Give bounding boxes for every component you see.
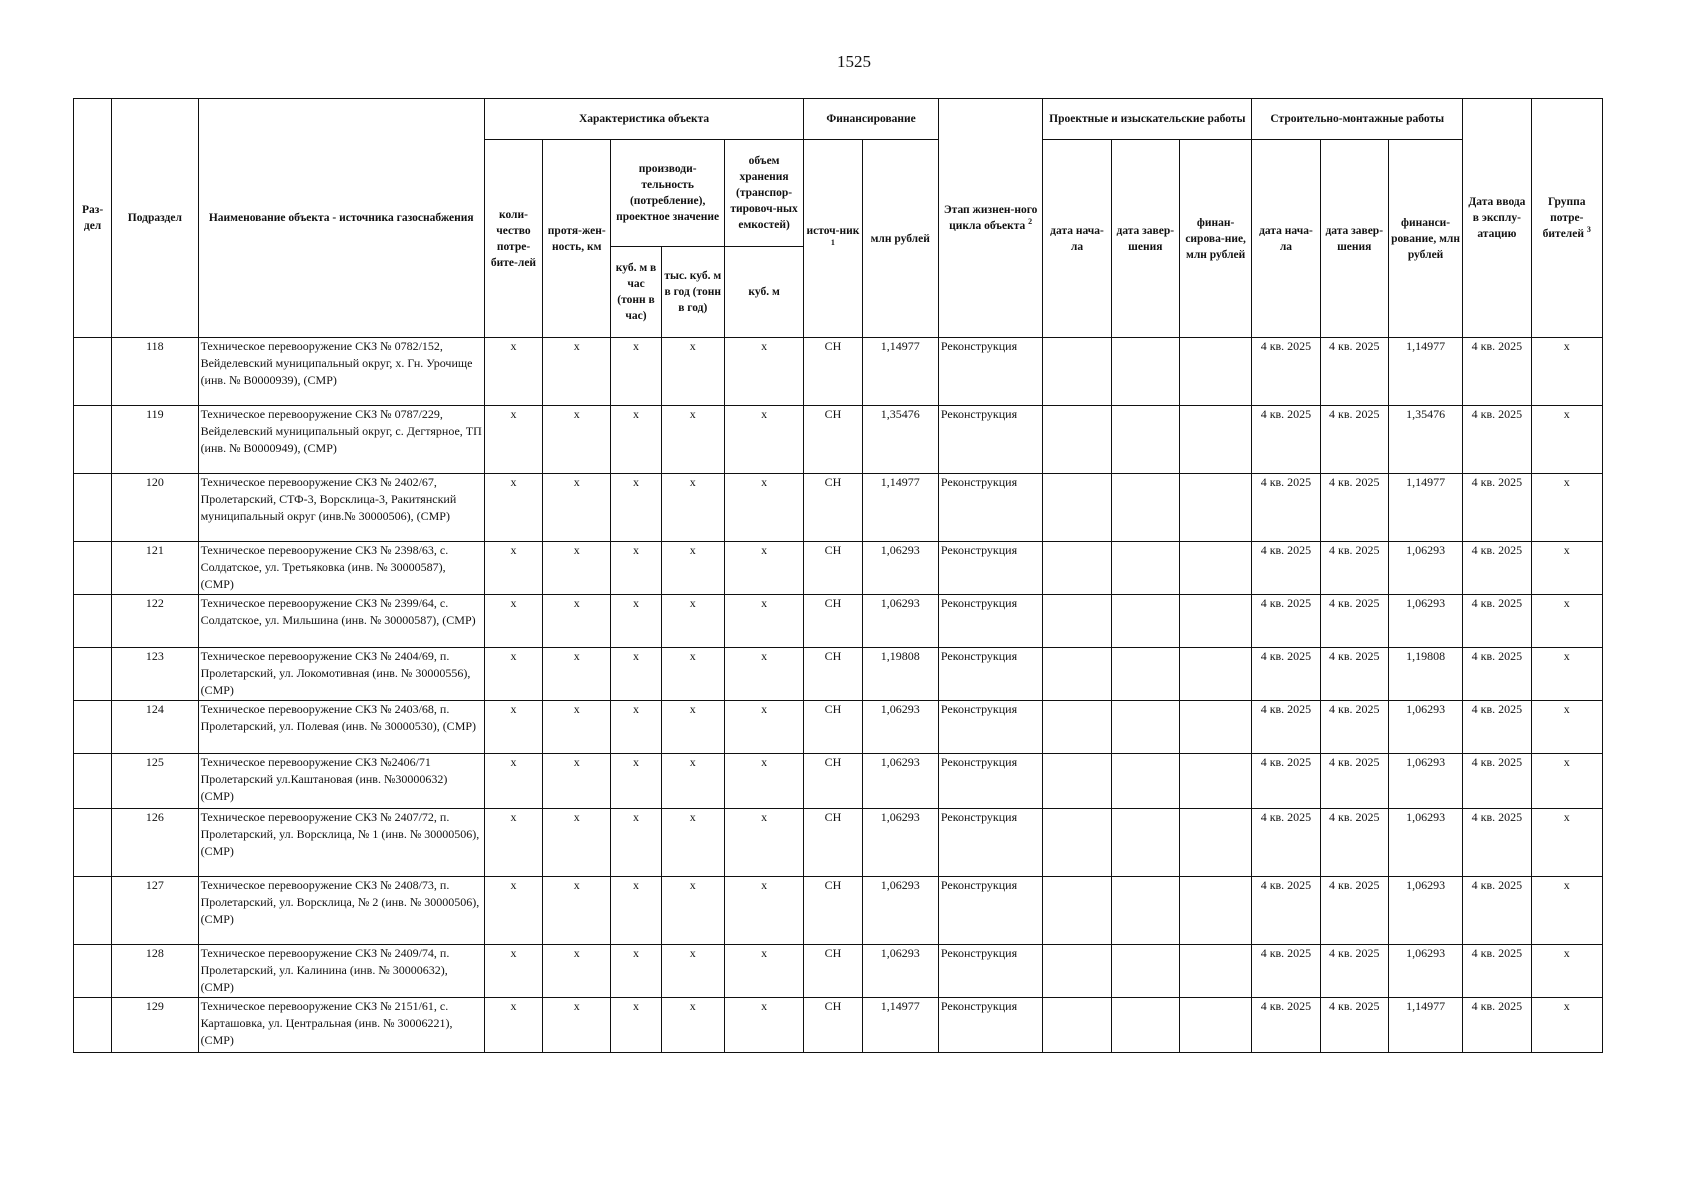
col-gruppa: Группа потре-бителей $^3$ bbox=[1531, 99, 1602, 338]
cell-tys-kub-god: х bbox=[661, 754, 724, 809]
cell-etap: Реконструкция bbox=[938, 542, 1042, 595]
cell-podrazdel: 123 bbox=[112, 648, 198, 701]
cell-vvod: 4 кв. 2025 bbox=[1463, 474, 1531, 542]
cell-tys-kub-god: х bbox=[661, 406, 724, 474]
cell-istochnik: СН bbox=[804, 945, 862, 998]
cell-podrazdel: 121 bbox=[112, 542, 198, 595]
cell-name: Техническое перевооружение СКЗ № 0787/229, Вейделевский муниципальный округ, с. Дегтярное, ТП (инв. № В0000949), (СМР) bbox=[198, 406, 484, 474]
cell-podrazdel: 125 bbox=[112, 754, 198, 809]
cell-etap: Реконструкция bbox=[938, 809, 1042, 877]
col-group-financing: Финансирование bbox=[804, 99, 939, 140]
table-header bbox=[74, 99, 1603, 338]
cell-razdel bbox=[74, 998, 112, 1053]
cell-etap: Реконструкция bbox=[938, 754, 1042, 809]
cell-gruppa: х bbox=[1531, 406, 1602, 474]
table-row bbox=[74, 474, 1603, 542]
cell-smr-start: 4 кв. 2025 bbox=[1252, 998, 1320, 1053]
cell-obem: х bbox=[724, 595, 803, 648]
cell-tys-kub-god: х bbox=[661, 542, 724, 595]
cell-kolichestvo: х bbox=[484, 701, 542, 754]
table-row bbox=[74, 754, 1603, 809]
cell-pir-fin bbox=[1179, 542, 1251, 595]
cell-pir-start bbox=[1043, 809, 1111, 877]
cell-gruppa: х bbox=[1531, 701, 1602, 754]
cell-etap: Реконструкция bbox=[938, 998, 1042, 1053]
cell-pir-end bbox=[1111, 998, 1179, 1053]
page-number: 1525 bbox=[837, 52, 871, 71]
cell-obem: х bbox=[724, 998, 803, 1053]
col-kub-chas: куб. м в час (тонн в час) bbox=[611, 247, 661, 338]
cell-mln-rub: 1,06293 bbox=[862, 809, 938, 877]
cell-vvod: 4 кв. 2025 bbox=[1463, 809, 1531, 877]
cell-smr-end: 4 кв. 2025 bbox=[1320, 945, 1388, 998]
cell-pir-fin bbox=[1179, 474, 1251, 542]
cell-obem: х bbox=[724, 474, 803, 542]
cell-protyazhennost: х bbox=[543, 877, 611, 945]
cell-smr-fin: 1,06293 bbox=[1388, 754, 1462, 809]
cell-kub-chas: х bbox=[611, 542, 661, 595]
cell-protyazhennost: х bbox=[543, 648, 611, 701]
cell-pir-start bbox=[1043, 542, 1111, 595]
col-smr-fin: финанси-рование, млн рублей bbox=[1388, 140, 1462, 338]
cell-smr-end: 4 кв. 2025 bbox=[1320, 754, 1388, 809]
cell-kub-chas: х bbox=[611, 701, 661, 754]
cell-pir-end bbox=[1111, 474, 1179, 542]
col-mln-rub: млн рублей bbox=[862, 140, 938, 338]
cell-tys-kub-god: х bbox=[661, 474, 724, 542]
col-pir-fin: финан-сирова-ние, млн рублей bbox=[1179, 140, 1251, 338]
col-group-smr: Строительно-монтажные работы bbox=[1252, 99, 1463, 140]
cell-smr-start: 4 кв. 2025 bbox=[1252, 809, 1320, 877]
cell-pir-fin bbox=[1179, 945, 1251, 998]
cell-podrazdel: 128 bbox=[112, 945, 198, 998]
cell-pir-start bbox=[1043, 754, 1111, 809]
cell-smr-end: 4 кв. 2025 bbox=[1320, 998, 1388, 1053]
cell-pir-end bbox=[1111, 338, 1179, 406]
cell-istochnik: СН bbox=[804, 542, 862, 595]
cell-name: Техническое перевооружение СКЗ № 2151/61, с. Карташовка, ул. Центральная (инв. № 30006221), (СМР) bbox=[198, 998, 484, 1053]
cell-vvod: 4 кв. 2025 bbox=[1463, 998, 1531, 1053]
cell-smr-start: 4 кв. 2025 bbox=[1252, 595, 1320, 648]
cell-istochnik: СН bbox=[804, 998, 862, 1053]
cell-pir-fin bbox=[1179, 754, 1251, 809]
cell-gruppa: х bbox=[1531, 474, 1602, 542]
col-smr-start: дата нача-ла bbox=[1252, 140, 1320, 338]
cell-smr-fin: 1,06293 bbox=[1388, 945, 1462, 998]
cell-smr-end: 4 кв. 2025 bbox=[1320, 809, 1388, 877]
cell-mln-rub: 1,06293 bbox=[862, 701, 938, 754]
cell-pir-start bbox=[1043, 406, 1111, 474]
cell-name: Техническое перевооружение СКЗ № 2399/64, с. Солдатское, ул. Мильшина (инв. № 30000587), (СМР) bbox=[198, 595, 484, 648]
cell-gruppa: х bbox=[1531, 338, 1602, 406]
cell-istochnik: СН bbox=[804, 406, 862, 474]
col-kolichestvo: коли-чество потре-бите-лей bbox=[484, 140, 542, 338]
cell-protyazhennost: х bbox=[543, 998, 611, 1053]
cell-pir-end bbox=[1111, 595, 1179, 648]
cell-kolichestvo: х bbox=[484, 406, 542, 474]
cell-gruppa: х bbox=[1531, 648, 1602, 701]
col-protyazhennost: протя-жен-ность, км bbox=[543, 140, 611, 338]
cell-pir-start bbox=[1043, 701, 1111, 754]
cell-mln-rub: 1,06293 bbox=[862, 542, 938, 595]
cell-istochnik: СН bbox=[804, 877, 862, 945]
cell-gruppa: х bbox=[1531, 998, 1602, 1053]
cell-podrazdel: 124 bbox=[112, 701, 198, 754]
cell-podrazdel: 126 bbox=[112, 809, 198, 877]
cell-smr-start: 4 кв. 2025 bbox=[1252, 701, 1320, 754]
cell-smr-start: 4 кв. 2025 bbox=[1252, 754, 1320, 809]
cell-etap: Реконструкция bbox=[938, 877, 1042, 945]
cell-razdel bbox=[74, 754, 112, 809]
table-row bbox=[74, 701, 1603, 754]
cell-protyazhennost: х bbox=[543, 809, 611, 877]
cell-vvod: 4 кв. 2025 bbox=[1463, 701, 1531, 754]
cell-vvod: 4 кв. 2025 bbox=[1463, 945, 1531, 998]
cell-pir-start bbox=[1043, 474, 1111, 542]
cell-podrazdel: 122 bbox=[112, 595, 198, 648]
col-group-pir: Проектные и изыскательские работы bbox=[1043, 99, 1252, 140]
cell-tys-kub-god: х bbox=[661, 338, 724, 406]
cell-smr-end: 4 кв. 2025 bbox=[1320, 338, 1388, 406]
cell-mln-rub: 1,14977 bbox=[862, 474, 938, 542]
cell-gruppa: х bbox=[1531, 877, 1602, 945]
cell-smr-end: 4 кв. 2025 bbox=[1320, 542, 1388, 595]
cell-obem: х bbox=[724, 406, 803, 474]
col-tys-kub-god: тыс. куб. м в год (тонн в год) bbox=[661, 247, 724, 338]
cell-razdel bbox=[74, 945, 112, 998]
cell-protyazhennost: х bbox=[543, 754, 611, 809]
cell-smr-fin: 1,19808 bbox=[1388, 648, 1462, 701]
cell-vvod: 4 кв. 2025 bbox=[1463, 542, 1531, 595]
col-istochnik: источ-ник $^1$ bbox=[804, 140, 862, 338]
cell-kub-chas: х bbox=[611, 809, 661, 877]
cell-obem: х bbox=[724, 542, 803, 595]
cell-protyazhennost: х bbox=[543, 542, 611, 595]
cell-istochnik: СН bbox=[804, 595, 862, 648]
cell-pir-fin bbox=[1179, 701, 1251, 754]
cell-obem: х bbox=[724, 754, 803, 809]
cell-pir-end bbox=[1111, 648, 1179, 701]
cell-smr-fin: 1,06293 bbox=[1388, 701, 1462, 754]
cell-razdel bbox=[74, 701, 112, 754]
cell-istochnik: СН bbox=[804, 648, 862, 701]
cell-pir-fin bbox=[1179, 998, 1251, 1053]
cell-pir-start bbox=[1043, 998, 1111, 1053]
cell-istochnik: СН bbox=[804, 754, 862, 809]
cell-istochnik: СН bbox=[804, 474, 862, 542]
cell-pir-end bbox=[1111, 945, 1179, 998]
cell-smr-fin: 1,06293 bbox=[1388, 542, 1462, 595]
table-row bbox=[74, 648, 1603, 701]
cell-protyazhennost: х bbox=[543, 945, 611, 998]
table-row bbox=[74, 998, 1603, 1053]
cell-etap: Реконструкция bbox=[938, 648, 1042, 701]
cell-smr-fin: 1,35476 bbox=[1388, 406, 1462, 474]
cell-kolichestvo: х bbox=[484, 877, 542, 945]
cell-smr-start: 4 кв. 2025 bbox=[1252, 474, 1320, 542]
cell-obem: х bbox=[724, 945, 803, 998]
cell-pir-fin bbox=[1179, 338, 1251, 406]
cell-razdel bbox=[74, 542, 112, 595]
cell-mln-rub: 1,06293 bbox=[862, 877, 938, 945]
cell-podrazdel: 127 bbox=[112, 877, 198, 945]
cell-pir-fin bbox=[1179, 809, 1251, 877]
table-row bbox=[74, 877, 1603, 945]
cell-protyazhennost: х bbox=[543, 595, 611, 648]
cell-kolichestvo: х bbox=[484, 998, 542, 1053]
cell-smr-start: 4 кв. 2025 bbox=[1252, 648, 1320, 701]
cell-pir-end bbox=[1111, 542, 1179, 595]
table-row bbox=[74, 406, 1603, 474]
cell-pir-end bbox=[1111, 754, 1179, 809]
cell-mln-rub: 1,19808 bbox=[862, 648, 938, 701]
col-razdel: Раз-дел bbox=[74, 99, 112, 338]
cell-kub-chas: х bbox=[611, 945, 661, 998]
cell-obem: х bbox=[724, 809, 803, 877]
table-row bbox=[74, 542, 1603, 595]
cell-istochnik: СН bbox=[804, 338, 862, 406]
cell-name: Техническое перевооружение СКЗ № 0782/152, Вейделевский муниципальный округ, х. Гн. Урочище (инв. № В0000939), (СМР) bbox=[198, 338, 484, 406]
cell-kub-chas: х bbox=[611, 998, 661, 1053]
cell-podrazdel: 118 bbox=[112, 338, 198, 406]
cell-podrazdel: 129 bbox=[112, 998, 198, 1053]
cell-razdel bbox=[74, 648, 112, 701]
cell-pir-end bbox=[1111, 406, 1179, 474]
cell-etap: Реконструкция bbox=[938, 595, 1042, 648]
table-body bbox=[74, 338, 1603, 1053]
col-vvod: Дата ввода в эксплу-атацию bbox=[1463, 99, 1531, 338]
cell-tys-kub-god: х bbox=[661, 701, 724, 754]
cell-etap: Реконструкция bbox=[938, 701, 1042, 754]
cell-mln-rub: 1,14977 bbox=[862, 998, 938, 1053]
cell-smr-start: 4 кв. 2025 bbox=[1252, 877, 1320, 945]
cell-smr-start: 4 кв. 2025 bbox=[1252, 338, 1320, 406]
cell-pir-start bbox=[1043, 648, 1111, 701]
cell-gruppa: х bbox=[1531, 809, 1602, 877]
cell-kolichestvo: х bbox=[484, 595, 542, 648]
cell-pir-end bbox=[1111, 701, 1179, 754]
cell-gruppa: х bbox=[1531, 754, 1602, 809]
col-group-proizvoditelnost: производи-тельность (потребление), проектное значение bbox=[611, 140, 725, 247]
cell-istochnik: СН bbox=[804, 809, 862, 877]
col-obem: объем хранения (транспор-тировоч-ных емкостей) bbox=[724, 140, 803, 247]
cell-gruppa: х bbox=[1531, 542, 1602, 595]
table-row bbox=[74, 809, 1603, 877]
cell-kub-chas: х bbox=[611, 648, 661, 701]
table-row bbox=[74, 945, 1603, 998]
cell-name: Техническое перевооружение СКЗ № 2409/74, п. Пролетарский, ул. Калинина (инв. № 30000632), (СМР) bbox=[198, 945, 484, 998]
cell-pir-end bbox=[1111, 809, 1179, 877]
cell-tys-kub-god: х bbox=[661, 998, 724, 1053]
cell-protyazhennost: х bbox=[543, 406, 611, 474]
cell-kolichestvo: х bbox=[484, 754, 542, 809]
col-pir-end: дата завер-шения bbox=[1111, 140, 1179, 338]
cell-pir-fin bbox=[1179, 648, 1251, 701]
cell-vvod: 4 кв. 2025 bbox=[1463, 648, 1531, 701]
cell-mln-rub: 1,06293 bbox=[862, 595, 938, 648]
cell-kub-chas: х bbox=[611, 338, 661, 406]
cell-smr-fin: 1,06293 bbox=[1388, 877, 1462, 945]
cell-etap: Реконструкция bbox=[938, 406, 1042, 474]
cell-kub-chas: х bbox=[611, 595, 661, 648]
cell-razdel bbox=[74, 338, 112, 406]
cell-smr-fin: 1,14977 bbox=[1388, 474, 1462, 542]
cell-smr-fin: 1,14977 bbox=[1388, 338, 1462, 406]
cell-kolichestvo: х bbox=[484, 474, 542, 542]
cell-smr-end: 4 кв. 2025 bbox=[1320, 474, 1388, 542]
cell-mln-rub: 1,06293 bbox=[862, 754, 938, 809]
cell-protyazhennost: х bbox=[543, 338, 611, 406]
cell-kolichestvo: х bbox=[484, 809, 542, 877]
cell-smr-start: 4 кв. 2025 bbox=[1252, 945, 1320, 998]
cell-razdel bbox=[74, 595, 112, 648]
cell-tys-kub-god: х bbox=[661, 648, 724, 701]
cell-name: Техническое перевооружение СКЗ № 2408/73, п. Пролетарский, ул. Ворсклица, № 2 (инв. № 30000506), (СМР) bbox=[198, 877, 484, 945]
cell-pir-fin bbox=[1179, 877, 1251, 945]
cell-smr-start: 4 кв. 2025 bbox=[1252, 406, 1320, 474]
cell-obem: х bbox=[724, 338, 803, 406]
col-etap: Этап жизнен-ного цикла объекта $^2$ bbox=[938, 99, 1042, 338]
cell-kub-chas: х bbox=[611, 474, 661, 542]
cell-protyazhennost: х bbox=[543, 701, 611, 754]
col-smr-end: дата завер-шения bbox=[1320, 140, 1388, 338]
cell-mln-rub: 1,06293 bbox=[862, 945, 938, 998]
cell-gruppa: х bbox=[1531, 945, 1602, 998]
cell-tys-kub-god: х bbox=[661, 809, 724, 877]
cell-mln-rub: 1,14977 bbox=[862, 338, 938, 406]
cell-kub-chas: х bbox=[611, 754, 661, 809]
cell-smr-fin: 1,06293 bbox=[1388, 809, 1462, 877]
cell-tys-kub-god: х bbox=[661, 877, 724, 945]
col-group-characteristics: Характеристика объекта bbox=[484, 99, 803, 140]
cell-vvod: 4 кв. 2025 bbox=[1463, 754, 1531, 809]
cell-podrazdel: 120 bbox=[112, 474, 198, 542]
cell-etap: Реконструкция bbox=[938, 338, 1042, 406]
col-pir-start: дата нача-ла bbox=[1043, 140, 1111, 338]
cell-smr-fin: 1,14977 bbox=[1388, 998, 1462, 1053]
cell-razdel bbox=[74, 406, 112, 474]
cell-name: Техническое перевооружение СКЗ № 2403/68, п. Пролетарский, ул. Полевая (инв. № 30000530), (СМР) bbox=[198, 701, 484, 754]
cell-smr-start: 4 кв. 2025 bbox=[1252, 542, 1320, 595]
cell-smr-end: 4 кв. 2025 bbox=[1320, 406, 1388, 474]
cell-kub-chas: х bbox=[611, 406, 661, 474]
cell-etap: Реконструкция bbox=[938, 474, 1042, 542]
cell-name: Техническое перевооружение СКЗ № 2407/72, п. Пролетарский, ул. Ворсклица, № 1 (инв. № 30000506), (СМР) bbox=[198, 809, 484, 877]
cell-vvod: 4 кв. 2025 bbox=[1463, 338, 1531, 406]
cell-kolichestvo: х bbox=[484, 542, 542, 595]
cell-etap: Реконструкция bbox=[938, 945, 1042, 998]
cell-vvod: 4 кв. 2025 bbox=[1463, 406, 1531, 474]
investment-program-table bbox=[73, 98, 1603, 1053]
cell-name: Техническое перевооружение СКЗ № 2402/67, Пролетарский, СТФ-3, Ворсклица-3, Ракитянский муниципальный округ (инв.№ 30000506), (СМР) bbox=[198, 474, 484, 542]
cell-kolichestvo: х bbox=[484, 648, 542, 701]
cell-kolichestvo: х bbox=[484, 945, 542, 998]
cell-smr-end: 4 кв. 2025 bbox=[1320, 648, 1388, 701]
cell-name: Техническое перевооружение СКЗ № 2398/63, с. Солдатское, ул. Третьяковка (инв. № 30000587), (СМР) bbox=[198, 542, 484, 595]
cell-obem: х bbox=[724, 648, 803, 701]
cell-podrazdel: 119 bbox=[112, 406, 198, 474]
cell-name: Техническое перевооружение СКЗ № 2404/69, п. Пролетарский, ул. Локомотивная (инв. № 30000556), (СМР) bbox=[198, 648, 484, 701]
table-row bbox=[74, 595, 1603, 648]
cell-pir-end bbox=[1111, 877, 1179, 945]
cell-pir-start bbox=[1043, 945, 1111, 998]
cell-smr-end: 4 кв. 2025 bbox=[1320, 595, 1388, 648]
cell-tys-kub-god: х bbox=[661, 595, 724, 648]
cell-istochnik: СН bbox=[804, 701, 862, 754]
cell-smr-end: 4 кв. 2025 bbox=[1320, 701, 1388, 754]
cell-smr-fin: 1,06293 bbox=[1388, 595, 1462, 648]
cell-pir-fin bbox=[1179, 595, 1251, 648]
cell-pir-start bbox=[1043, 595, 1111, 648]
col-kub-m: куб. м bbox=[724, 247, 803, 338]
cell-name: Техническое перевооружение СКЗ №2406/71 Пролетарский ул.Каштановая (инв. №30000632) (СМР) bbox=[198, 754, 484, 809]
cell-pir-start bbox=[1043, 338, 1111, 406]
table-row bbox=[74, 338, 1603, 406]
cell-pir-fin bbox=[1179, 406, 1251, 474]
cell-mln-rub: 1,35476 bbox=[862, 406, 938, 474]
cell-kub-chas: х bbox=[611, 877, 661, 945]
cell-razdel bbox=[74, 809, 112, 877]
cell-obem: х bbox=[724, 877, 803, 945]
cell-protyazhennost: х bbox=[543, 474, 611, 542]
cell-tys-kub-god: х bbox=[661, 945, 724, 998]
cell-gruppa: х bbox=[1531, 595, 1602, 648]
cell-smr-end: 4 кв. 2025 bbox=[1320, 877, 1388, 945]
cell-vvod: 4 кв. 2025 bbox=[1463, 877, 1531, 945]
cell-razdel bbox=[74, 474, 112, 542]
cell-obem: х bbox=[724, 701, 803, 754]
col-name: Наименование объекта - источника газоснабжения bbox=[198, 99, 484, 338]
cell-kolichestvo: х bbox=[484, 338, 542, 406]
col-podrazdel: Подраздел bbox=[112, 99, 198, 338]
cell-razdel bbox=[74, 877, 112, 945]
cell-vvod: 4 кв. 2025 bbox=[1463, 595, 1531, 648]
cell-pir-start bbox=[1043, 877, 1111, 945]
